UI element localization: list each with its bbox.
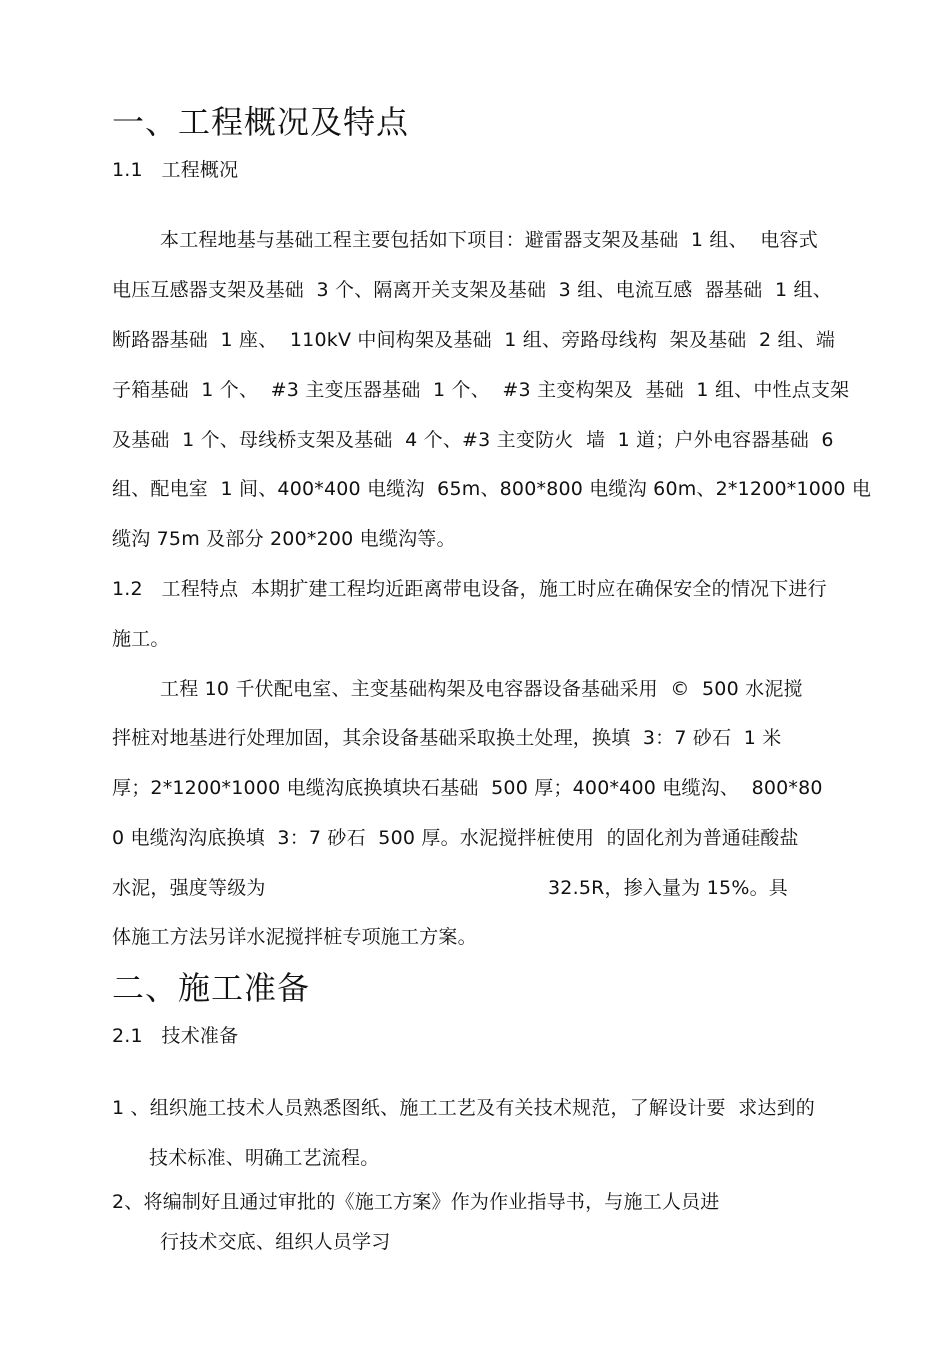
list-item-1: 1 、组织施工技术人员熟悉图纸、施工工艺及有关技术规范，了解设计要 求达到的: [112, 1097, 816, 1119]
list-item-1-continuation: 技术标准、明确工艺流程。: [149, 1147, 380, 1169]
paragraph-line: 厚；2*1200*1000 电缆沟底换填块石基础 500 厚；400*400 电缆沟、 800*80: [112, 777, 823, 799]
paragraph-line: 缆沟 75m 及部分 200*200 电缆沟等。: [112, 528, 456, 550]
section-1-heading: 一、工程概况及特点: [112, 103, 410, 141]
paragraph-line-right: 32.5R，掺入量为 15%。具: [548, 877, 788, 899]
list-item-2: 2、将编制好且通过审批的《施工方案》作为作业指导书，与施工人员进: [112, 1191, 720, 1213]
subsection-1-2-title: 1.2 工程特点 本期扩建工程均近距离带电设备，施工时应在确保安全的情况下进行: [112, 578, 827, 600]
paragraph-line-left: 水泥，强度等级为: [112, 877, 266, 899]
paragraph-line: 工程 10 千伏配电室、主变基础构架及电容器设备基础采用 © 500 水泥搅: [160, 678, 803, 700]
paragraph-line: 0 电缆沟沟底换填 3：7 砂石 500 厚。水泥搅拌桩使用 的固化剂为普通硅酸盐: [112, 827, 799, 849]
paragraph-line: 子箱基础 1 个、 #3 主变压器基础 1 个、 #3 主变构架及 基础 1 组、中性点支架: [112, 379, 850, 401]
paragraph-line: 拌桩对地基进行处理加固，其余设备基础采取换土处理，换填 3：7 砂石 1 米: [112, 727, 782, 749]
subsection-1-1-title: 1.1 工程概况: [112, 159, 239, 181]
paragraph-line: 电压互感器支架及基础 3 个、隔离开关支架及基础 3 组、电流互感 器基础 1 组、: [112, 279, 832, 301]
list-item-2-continuation: 行技术交底、组织人员学习: [160, 1231, 391, 1253]
paragraph-line: 施工。: [112, 628, 170, 650]
section-2-heading: 二、施工准备: [112, 969, 311, 1007]
subsection-2-1-title: 2.1 技术准备: [112, 1025, 239, 1047]
paragraph-line: 本工程地基与基础工程主要包括如下项目：避雷器支架及基础 1 组、 电容式: [160, 229, 818, 251]
paragraph-line: 组、配电室 1 间、400*400 电缆沟 65m、800*800 电缆沟 60m、2*1200*1000 电: [112, 478, 872, 500]
paragraph-line: 及基础 1 个、母线桥支架及基础 4 个、#3 主变防火 墙 1 道；户外电容器基础 6: [112, 429, 834, 451]
paragraph-line: 体施工方法另详水泥搅拌桩专项施工方案。: [112, 926, 477, 948]
paragraph-line: 断路器基础 1 座、 110kV 中间构架及基础 1 组、旁路母线构 架及基础 2 组、端: [112, 329, 836, 351]
